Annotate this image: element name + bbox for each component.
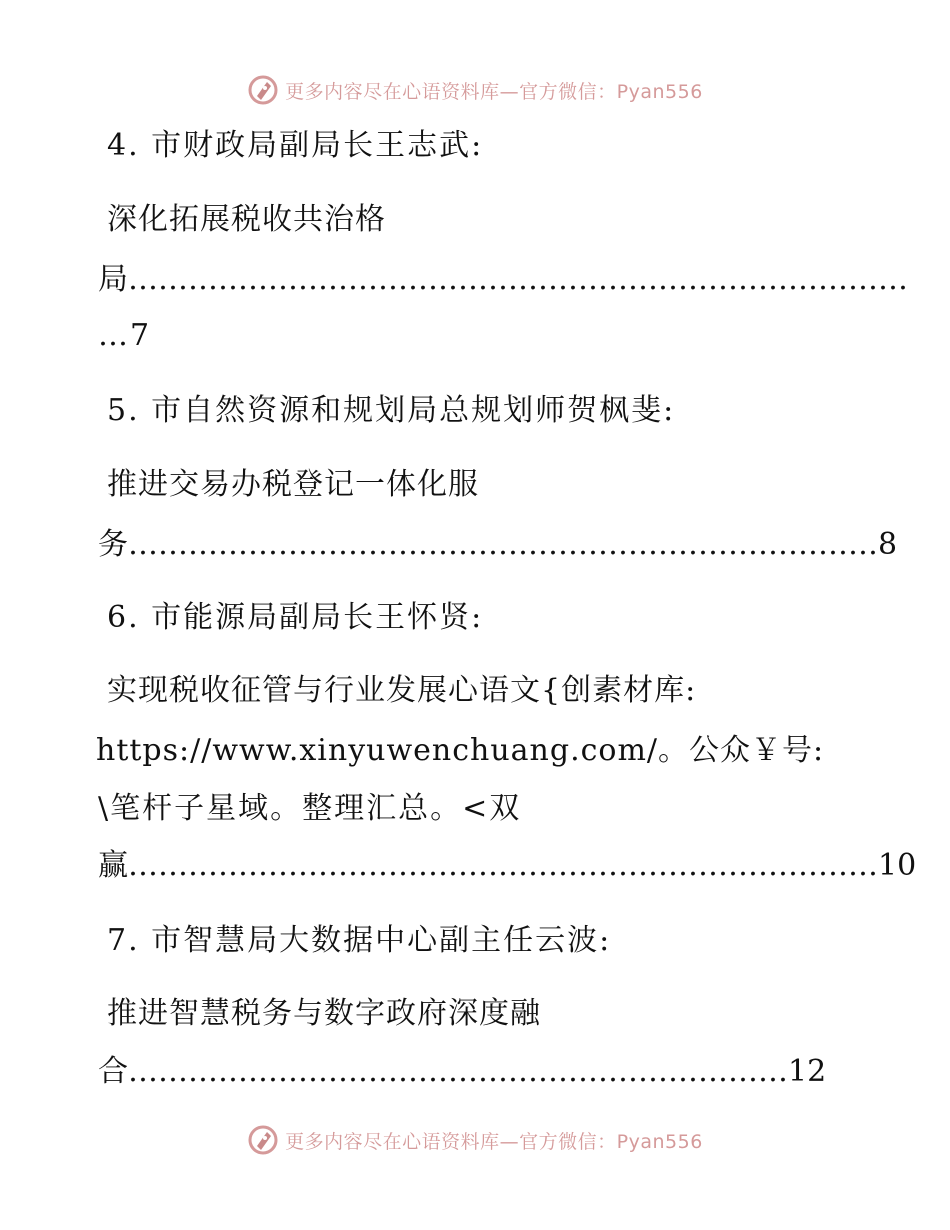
toc-entry-leader-4: 局…………………………………………………………………… — [98, 262, 908, 297]
toc-entry-title-5: 推进交易办税登记一体化服 — [107, 467, 479, 502]
toc-entry-page-4: …7 — [98, 318, 152, 353]
toc-entry-leader-5: 务…………………………………………………………………8 — [98, 527, 898, 562]
toc-entry-note-6: \笔杆子星域。整理汇总。<双 — [98, 791, 522, 826]
watermark-banner-top — [0, 70, 950, 110]
toc-heading-5: 5. 市自然资源和规划局总规划师贺枫斐: — [107, 393, 676, 428]
watermark-banner-bottom — [0, 1120, 950, 1160]
pen-nib-logo-icon — [247, 74, 279, 106]
pen-nib-logo-icon — [247, 1124, 279, 1156]
toc-entry-title-6: 实现税收征管与行业发展心语文{创素材库: — [107, 673, 697, 708]
toc-heading-7: 7. 市智慧局大数据中心副主任云波: — [107, 923, 612, 958]
toc-heading-4: 4. 市财政局副局长王志武: — [107, 128, 484, 163]
watermark-text: 更多内容尽在心语资料库—官方微信：Pyan556 — [285, 80, 703, 103]
toc-entry-leader-7: 合…………………………………………………………12 — [98, 1054, 827, 1089]
toc-heading-6: 6. 市能源局副局长王怀贤: — [107, 600, 484, 635]
watermark-text: 更多内容尽在心语资料库—官方微信：Pyan556 — [285, 1130, 703, 1153]
toc-entry-title-4: 深化拓展税收共治格 — [107, 202, 386, 237]
toc-entry-leader-6: 赢…………………………………………………………………10 — [98, 848, 917, 883]
toc-entry-title-7: 推进智慧税务与数字政府深度融 — [107, 996, 541, 1031]
toc-entry-url-6: https://www.xinyuwenchuang.com/。公众￥号: — [96, 733, 825, 768]
